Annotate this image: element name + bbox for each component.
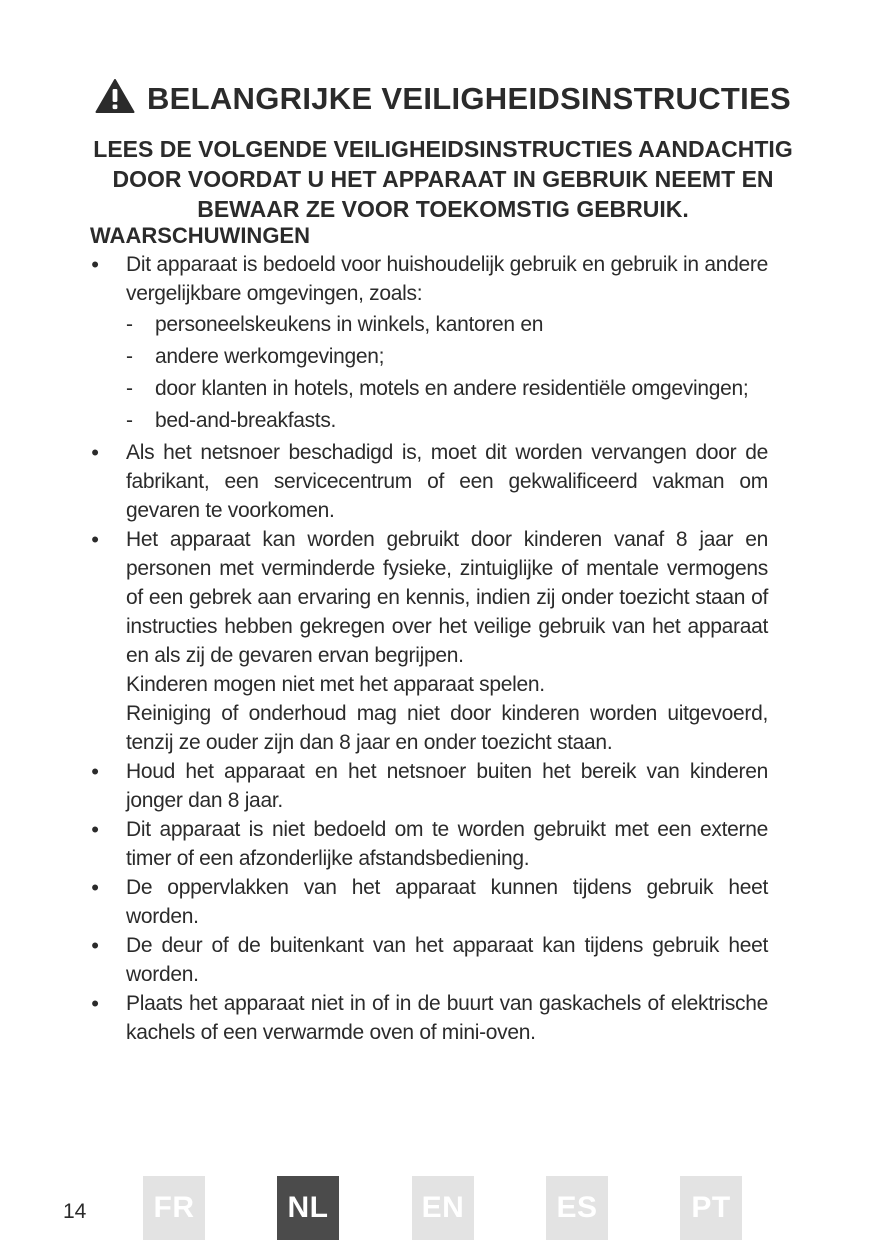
dash-icon: -	[126, 377, 133, 400]
list-item-paragraph: Reiniging of onderhoud mag niet door kinderen worden uitgevoerd, tenzij ze ouder zijn dan 8 jaar en onder toezicht staan.	[126, 702, 768, 754]
bullet-icon: •	[91, 991, 99, 1016]
list-item	[88, 757, 768, 815]
page-title	[0, 78, 886, 117]
footer	[0, 1176, 886, 1240]
language-tab-pt[interactable]: PT	[680, 1176, 742, 1240]
language-tab-fr[interactable]: FR	[143, 1176, 205, 1240]
intro-notice	[60, 134, 826, 224]
list-item-text: Dit apparaat is niet bedoeld om te worden gebruikt met een externe timer of een afzonderlijke afstandsbediening.	[126, 818, 768, 870]
list-item-text: De deur of de buitenkant van het apparaat kan tijdens gebruik heet worden.	[126, 934, 768, 986]
list-item	[88, 250, 768, 435]
dash-icon: -	[126, 345, 133, 368]
sub-list-item-text: bed-and-breakfasts.	[155, 409, 337, 432]
list-item	[88, 815, 768, 873]
language-tab-en[interactable]: EN	[412, 1176, 474, 1240]
warnings-list	[88, 250, 768, 1047]
list-item	[88, 525, 768, 757]
sub-list-item-text: personeelskeukens in winkels, kantoren en	[155, 313, 544, 336]
sub-list-item-text: andere werkomgevingen;	[155, 345, 385, 368]
list-item-text: De oppervlakken van het apparaat kunnen tijdens gebruik heet worden.	[126, 876, 768, 928]
list-item-text: Als het netsnoer beschadigd is, moet dit worden vervangen door de fabrikant, een servicecentrum of een gekwalificeerd vakman om gevaren te voorkomen.	[126, 441, 768, 522]
bullet-icon: •	[91, 759, 99, 784]
list-item	[88, 931, 768, 989]
list-item	[88, 989, 768, 1047]
list-item-paragraph: Kinderen mogen niet met het apparaat spelen.	[126, 673, 545, 696]
list-item-text: Houd het apparaat en het netsnoer buiten het bereik van kinderen jonger dan 8 jaar.	[126, 760, 768, 812]
language-tab-nl[interactable]: NL	[277, 1176, 339, 1240]
list-item-text: Dit apparaat is bedoeld voor huishoudelijk gebruik en gebruik in andere vergelijkbare omgevingen, zoals:	[126, 253, 768, 305]
sub-list	[126, 310, 768, 435]
bullet-icon: •	[91, 817, 99, 842]
list-item-paragraph: Het apparaat kan worden gebruikt door kinderen vanaf 8 jaar en personen met verminderde fysieke, zintuiglijke of mentale vermogens of een gebrek aan ervaring en kennis, indien zij onder toezicht staan of instructies hebben gekregen over het veilige gebruik van het apparaat en als zij de gevaren ervan begrijpen.	[126, 528, 768, 667]
sub-list-item	[126, 310, 768, 339]
dash-icon: -	[126, 409, 133, 432]
language-tab-es[interactable]: ES	[546, 1176, 608, 1240]
bullet-icon: •	[91, 252, 99, 277]
section-heading: WAARSCHUWINGEN	[90, 223, 310, 248]
warning-triangle-icon	[95, 78, 135, 114]
bullet-icon: •	[91, 875, 99, 900]
page-number: 14	[63, 1200, 87, 1223]
sub-list-item	[126, 406, 768, 435]
intro-line: DOOR VOORDAT U HET APPARAAT IN GEBRUIK NEEMT EN	[112, 166, 774, 192]
bullet-icon: •	[91, 527, 99, 552]
sub-list-item	[126, 374, 768, 403]
list-item	[88, 873, 768, 931]
list-item-text: Plaats het apparaat niet in of in de buurt van gaskachels of elektrische kachels of een verwarmde oven of mini-oven.	[126, 992, 768, 1044]
dash-icon: -	[126, 313, 133, 336]
intro-line: BEWAAR ZE VOOR TOEKOMSTIG GEBRUIK.	[197, 196, 689, 222]
sub-list-item	[126, 342, 768, 371]
intro-line: LEES DE VOLGENDE VEILIGHEIDSINSTRUCTIES AANDACHTIG	[93, 136, 793, 162]
bullet-icon: •	[91, 933, 99, 958]
list-item	[88, 438, 768, 525]
page-title-text: BELANGRIJKE VEILIGHEIDSINSTRUCTIES	[146, 81, 792, 116]
bullet-icon: •	[91, 440, 99, 465]
sub-list-item-text: door klanten in hotels, motels en andere residentiële omgevingen;	[155, 377, 749, 400]
